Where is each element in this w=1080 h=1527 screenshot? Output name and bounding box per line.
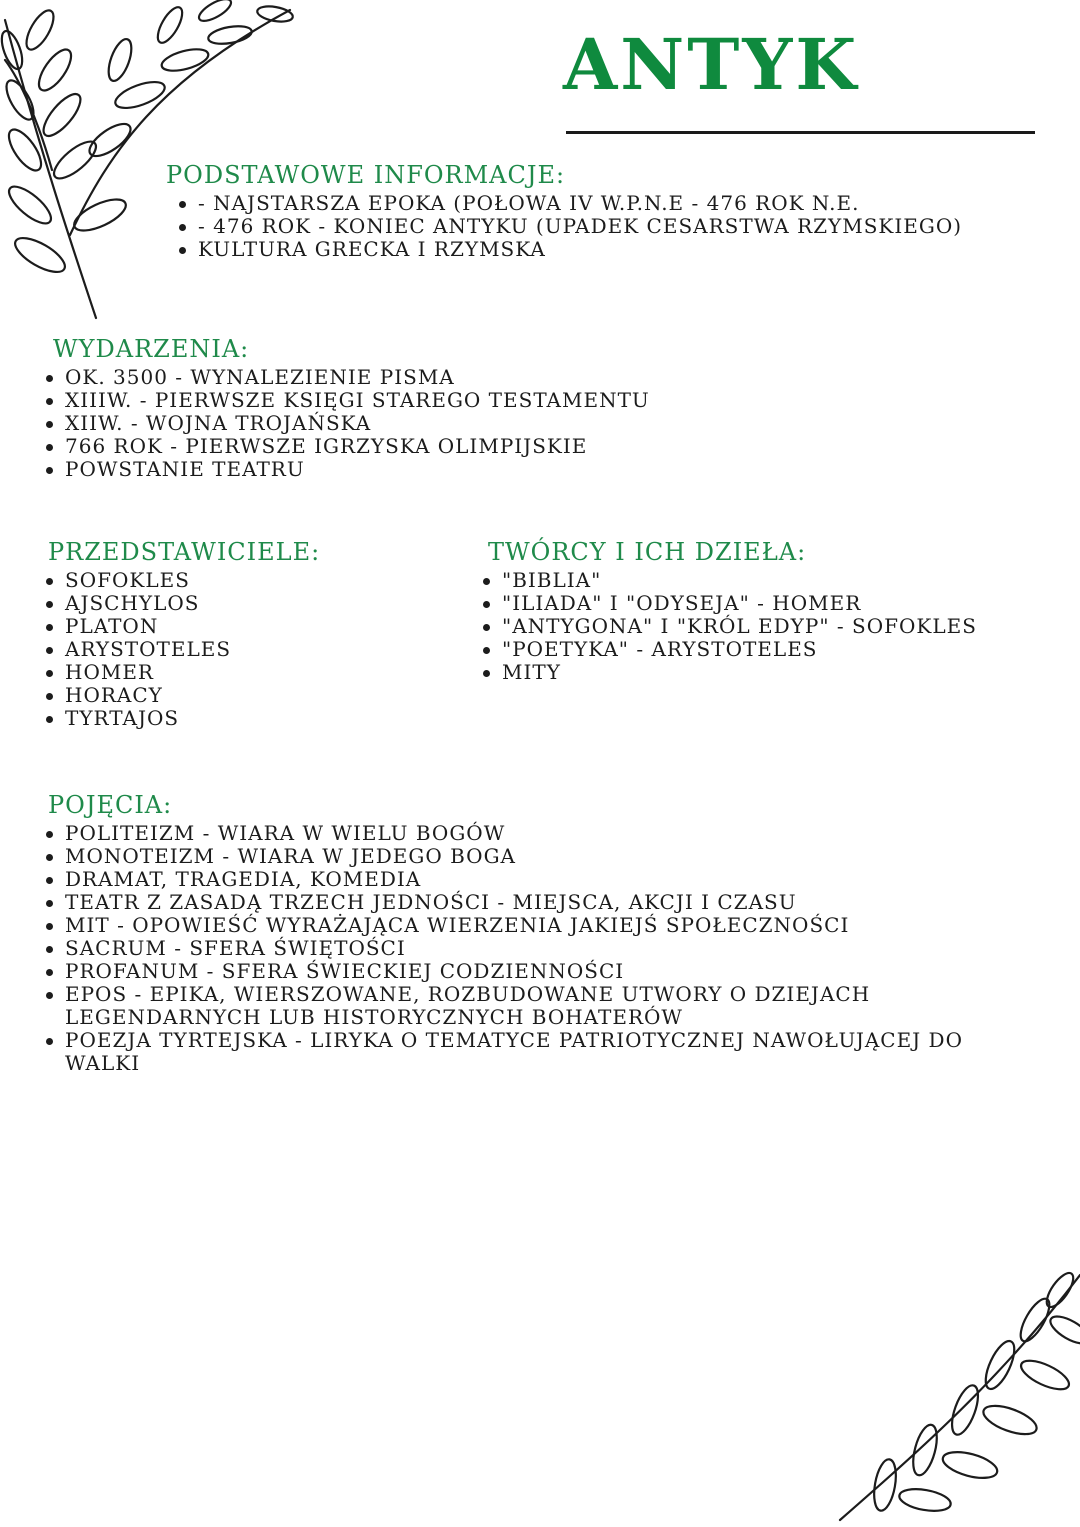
- section-pojecia: [48, 792, 1048, 1075]
- section-heading: PRZEDSTAWICIELE:: [48, 538, 321, 566]
- list: [45, 569, 320, 730]
- section-podstawowe: [166, 162, 962, 261]
- list-item: XIIIW. - PIERWSZE KSIĘGI STAREGO TESTAMENTU: [45, 389, 650, 412]
- list-item: 766 ROK - PIERWSZE IGRZYSKA OLIMPIJSKIE: [45, 435, 650, 458]
- list-item: OK. 3500 - WYNALEZIENIE PISMA: [45, 366, 650, 389]
- list-item: PLATON: [45, 615, 320, 638]
- section-heading: POJĘCIA:: [48, 791, 173, 819]
- list-item: MONOTEIZM - WIARA W JEDEGO BOGA: [45, 845, 965, 868]
- list-item: SOFOKLES: [45, 569, 320, 592]
- title-divider: [566, 131, 1035, 134]
- list-item: POEZJA TYRTEJSKA - LIRYKA O TEMATYCE PATRIOTYCZNEJ NAWOŁUJĄCEJ DO WALKI: [45, 1029, 965, 1075]
- list-item: TEATR Z ZASADĄ TRZECH JEDNOŚCI - MIEJSCA, AKCJI I CZASU: [45, 891, 965, 914]
- list-item: SACRUM - SFERA ŚWIĘTOŚCI: [45, 937, 965, 960]
- section-przedstawiciele: [48, 539, 320, 730]
- list-item: MITY: [482, 661, 977, 684]
- section-heading: TWÓRCY I ICH DZIEŁA:: [488, 538, 807, 566]
- section-heading: WYDARZENIA:: [53, 335, 250, 363]
- leaf-branch-bottom-right-icon: [830, 1270, 1080, 1527]
- section-wydarzenia: [53, 336, 650, 481]
- list-item: KULTURA GRECKA I RZYMSKA: [178, 238, 962, 261]
- list-item: - NAJSTARSZA EPOKA (POŁOWA IV W.P.N.E - 476 ROK N.E.: [178, 192, 962, 215]
- list: [45, 822, 965, 1075]
- list-item: AJSCHYLOS: [45, 592, 320, 615]
- list-item: PROFANUM - SFERA ŚWIECKIEJ CODZIENNOŚCI: [45, 960, 965, 983]
- list-item: HOMER: [45, 661, 320, 684]
- list-item: "POETYKA" - ARYSTOTELES: [482, 638, 977, 661]
- list: [178, 192, 962, 261]
- page-title: ANTYK: [563, 23, 860, 106]
- list: [482, 569, 977, 684]
- list-item: POLITEIZM - WIARA W WIELU BOGÓW: [45, 822, 965, 845]
- list-item: "BIBLIA": [482, 569, 977, 592]
- section-tworcy: [488, 539, 977, 684]
- list-item: TYRTAJOS: [45, 707, 320, 730]
- list-item: "ANTYGONA" I "KRÓL EDYP" - SOFOKLES: [482, 615, 977, 638]
- list-item: "ILIADA" I "ODYSEJA" - HOMER: [482, 592, 977, 615]
- list-item: - 476 ROK - KONIEC ANTYKU (UPADEK CESARSTWA RZYMSKIEGO): [178, 215, 962, 238]
- list-item: EPOS - EPIKA, WIERSZOWANE, ROZBUDOWANE UTWORY O DZIEJACH LEGENDARNYCH LUB HISTORYCZNYCH BOHATERÓW: [45, 983, 965, 1029]
- list-item: DRAMAT, TRAGEDIA, KOMEDIA: [45, 868, 965, 891]
- list: [45, 366, 650, 481]
- list-item: MIT - OPOWIEŚĆ WYRAŻAJĄCA WIERZENIA JAKIEJŚ SPOŁECZNOŚCI: [45, 914, 965, 937]
- list-item: POWSTANIE TEATRU: [45, 458, 650, 481]
- list-item: HORACY: [45, 684, 320, 707]
- section-heading: PODSTAWOWE INFORMACJE:: [166, 161, 566, 189]
- list-item: ARYSTOTELES: [45, 638, 320, 661]
- list-item: XIIW. - WOJNA TROJAŃSKA: [45, 412, 650, 435]
